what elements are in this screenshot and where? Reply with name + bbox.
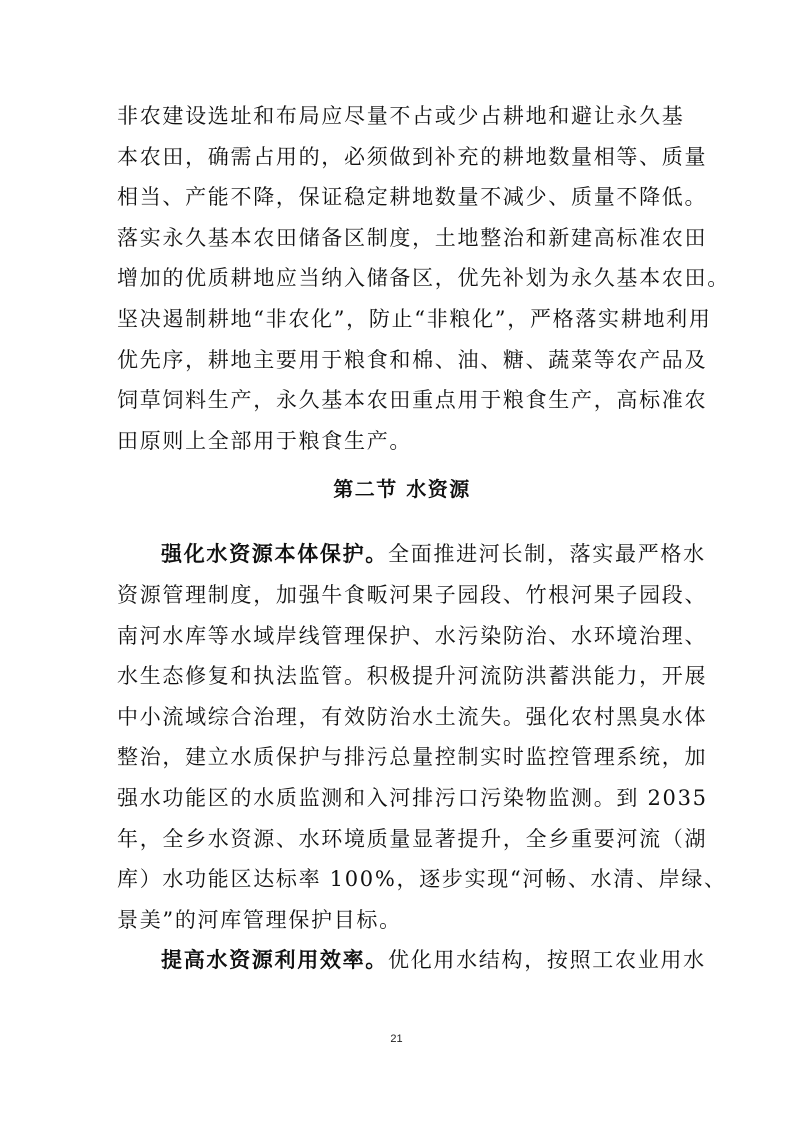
text-line-first <box>117 534 706 575</box>
text-line: 非农建设选址和布局应尽量不占或少占耕地和避让永久基 <box>117 104 685 128</box>
text-line: 本农田，确需占用的，必须做到补充的耕地数量相等、质量 <box>117 144 708 169</box>
text-line: 增加的优质耕地应当纳入储备区，优先补划为永久基本农田。 <box>117 266 730 291</box>
paragraph-water-protection <box>117 534 727 940</box>
text-line: 整治，建立水质保护与排污总量控制实时监控管理系统，加 <box>117 745 708 770</box>
text-line: 南河水库等水域岸线管理保护、水污染防治、水环境治理、 <box>117 623 708 648</box>
paragraph-lead: 提高水资源利用效率。 <box>161 948 388 973</box>
paragraph-farmland-protection <box>117 96 730 461</box>
page-content <box>117 96 730 981</box>
text-line: 中小流域综合治理，有效防治水土流失。强化农村黑臭水体 <box>117 704 708 729</box>
paragraph-water-efficiency <box>117 940 706 981</box>
text-line: 饲草饲料生产，永久基本农田重点用于粮食生产，高标准农 <box>117 388 708 413</box>
text-line-first <box>117 940 706 981</box>
text-line: 库）水功能区达标率 100%，逐步实现“河畅、水清、岸绿、 <box>117 867 727 892</box>
page-number: 21 <box>390 1033 403 1045</box>
text-line: 相当、产能不降，保证稳定耕地数量不减少、质量不降低。 <box>117 185 708 210</box>
section-heading: 第二节 水资源 <box>333 477 471 502</box>
text-line: 水生态修复和执法监管。积极提升河流防洪蓄洪能力，开展 <box>117 664 708 689</box>
text-line: 田原则上全部用于粮食生产。 <box>117 428 413 453</box>
text-line: 落实永久基本农田储备区制度，土地整治和新建高标准农田 <box>117 225 708 250</box>
text-run: 优化用水结构，按照工农业用水 <box>388 948 706 973</box>
text-run: 全面推进河长制，落实最严格水 <box>388 542 706 567</box>
text-line: 年，全乡水资源、水环境质量显著提升，全乡重要河流（湖 <box>117 826 708 851</box>
paragraph-lead: 强化水资源本体保护。 <box>161 542 388 567</box>
text-line: 景美”的河库管理保护目标。 <box>117 907 402 932</box>
text-line: 资源管理制度，加强牛食畈河果子园段、竹根河果子园段、 <box>117 582 708 607</box>
text-line: 强水功能区的水质监测和入河排污口污染物监测。到 2035 <box>117 785 708 810</box>
text-line: 坚决遏制耕地“非农化”，防止“非粮化”，严格落实耕地利用 <box>117 306 712 331</box>
text-line: 优先序，耕地主要用于粮食和棉、油、糖、蔬菜等农产品及 <box>117 347 708 372</box>
